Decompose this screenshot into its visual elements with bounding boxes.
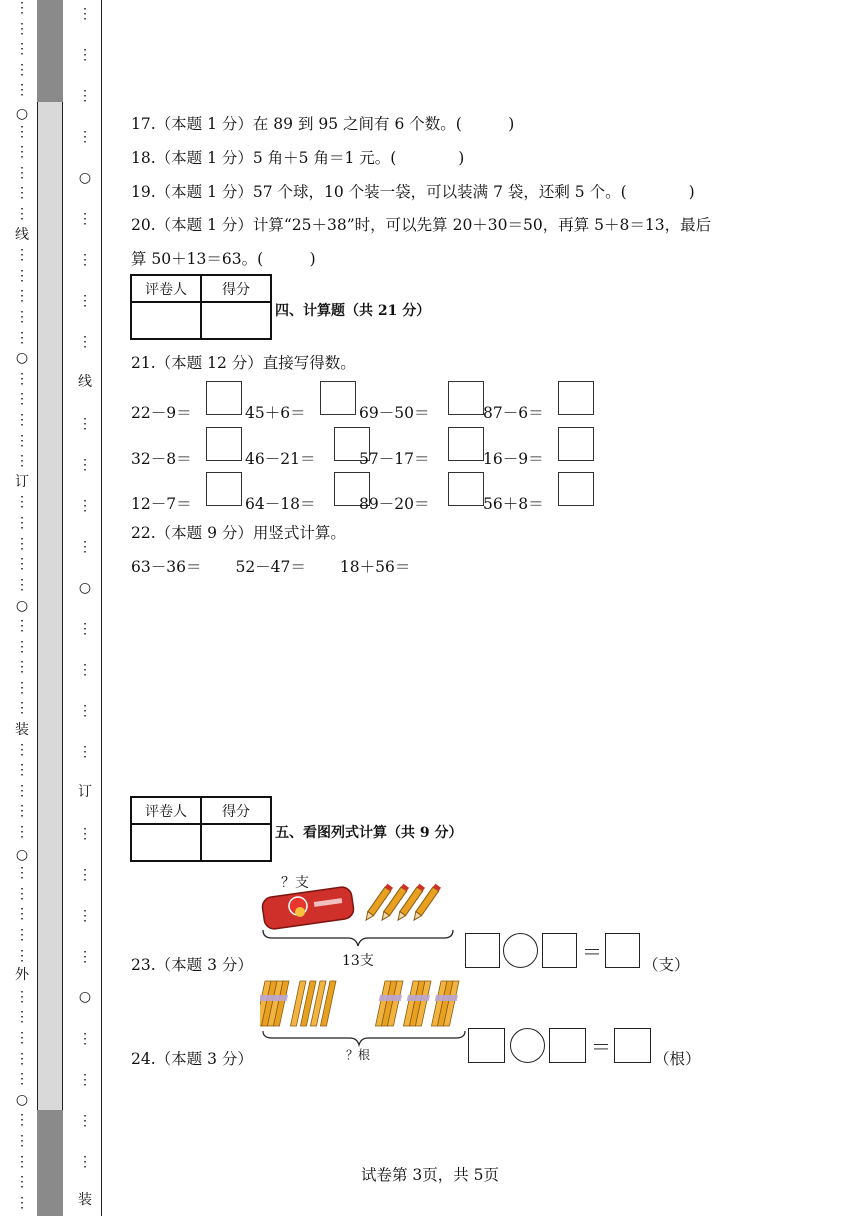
question-20-line1: 20.（本题 1 分）计算“25＋38”时，可以先算 20＋30＝50，再算 5＋8＝13，最后 — [131, 216, 712, 234]
question-23: 23.（本题 3 分） — [131, 956, 253, 974]
answer-box[interactable] — [558, 472, 594, 506]
binding-dots-icon: ⋮ — [15, 165, 29, 181]
binding-dots-icon: ⋮ — [15, 124, 29, 140]
binding-rule — [101, 0, 102, 1216]
binding-dots-icon: ⋮ — [15, 742, 29, 758]
vertical-calc-item: 52－47＝ — [235, 558, 306, 576]
binding-dots-icon: ⋮ — [15, 556, 29, 572]
binding-circle-icon: ○ — [15, 598, 29, 614]
binding-dots-icon: ⋮ — [15, 989, 29, 1005]
binding-circle-icon: ○ — [78, 170, 92, 186]
score-header: 得分 — [201, 275, 271, 302]
binding-dots-icon: ⋮ — [15, 453, 29, 469]
binding-dots-icon: ⋮ — [15, 577, 29, 593]
oral-calc-item — [359, 472, 479, 513]
binding-dots-icon: ⋮ — [15, 247, 29, 263]
score-cell[interactable] — [201, 824, 271, 861]
q23-unknown-label: ？支 — [281, 875, 309, 891]
calc-expression: 46－21＝ — [245, 450, 316, 468]
binding-dots-icon: ⋮ — [78, 47, 92, 63]
operator-circle[interactable] — [503, 933, 538, 968]
binding-dots-icon: ⋮ — [78, 1113, 92, 1129]
oral-calc-item — [483, 381, 603, 422]
binding-dots-icon: ⋮ — [78, 252, 92, 268]
binding-dots-icon: ⋮ — [78, 744, 92, 760]
binding-circle-icon: ○ — [15, 847, 29, 863]
calc-expression: 64－18＝ — [245, 495, 316, 513]
binding-dots-icon: ⋮ — [15, 0, 29, 16]
binding-dots-icon: ⋮ — [15, 268, 29, 284]
section-4-title: 四、计算题（共 21 分） — [275, 303, 431, 319]
binding-dots-icon: ⋮ — [15, 330, 29, 346]
binding-dots-icon: ⋮ — [15, 206, 29, 222]
binding-dots-icon: ⋮ — [78, 826, 92, 842]
binding-dots-icon: ⋮ — [15, 1112, 29, 1128]
oral-calc-item — [131, 381, 251, 422]
binding-dots-icon: ⋮ — [78, 416, 92, 432]
binding-circle-icon: ○ — [78, 989, 92, 1005]
pencil-icons — [363, 884, 441, 922]
binding-dots-icon: ⋮ — [15, 1051, 29, 1067]
equals-sign: ＝ — [582, 940, 602, 964]
page-footer: 试卷第 3页，共 5页 — [360, 1166, 500, 1184]
q24-total-label: ？根 — [346, 1048, 371, 1062]
score-table-section5 — [130, 796, 272, 862]
binding-dots-icon: ⋮ — [78, 867, 92, 883]
binding-dots-icon: ⋮ — [78, 908, 92, 924]
question-19: 19.（本题 1 分）57 个球，10 个装一袋，可以装满 7 袋，还剩 5 个。( ) — [131, 183, 695, 201]
answer-box[interactable] — [468, 1028, 505, 1063]
binding-circle-icon: ○ — [15, 350, 29, 366]
binding-dots-icon: ⋮ — [78, 1031, 92, 1047]
binding-dots-icon: ⋮ — [15, 309, 29, 325]
question-22: 22.（本题 9 分）用竖式计算。 — [131, 524, 346, 542]
binding-dots-icon: ⋮ — [78, 88, 92, 104]
binding-dots-icon: ⋮ — [15, 700, 29, 716]
calc-expression: 57－17＝ — [359, 450, 430, 468]
binding-dots-icon: ⋮ — [15, 886, 29, 902]
binding-label-order: 订 — [15, 474, 29, 490]
pencil-case-icon — [261, 886, 355, 930]
binding-dots-icon: ⋮ — [78, 539, 92, 555]
calc-expression: 12－7＝ — [131, 495, 192, 513]
binding-dots-icon: ⋮ — [15, 783, 29, 799]
binding-dots-icon: ⋮ — [15, 144, 29, 160]
binding-dots-icon: ⋮ — [15, 412, 29, 428]
q23-brace — [263, 930, 453, 946]
score-cell[interactable] — [201, 302, 271, 339]
single-sticks-icon — [290, 981, 336, 1026]
calc-expression: 69－50＝ — [359, 404, 430, 422]
binding-dots-icon: ⋮ — [78, 1072, 92, 1088]
question-21: 21.（本题 12 分）直接写得数。 — [131, 354, 356, 372]
binding-dots-icon: ⋮ — [78, 334, 92, 350]
binding-dots-icon: ⋮ — [15, 41, 29, 57]
outer-binding-column — [12, 0, 32, 1216]
calc-expression: 32－8＝ — [131, 450, 192, 468]
binding-dots-icon: ⋮ — [15, 494, 29, 510]
stick-bundles-icon — [373, 981, 461, 1026]
oral-calc-item — [245, 472, 365, 513]
binding-dots-icon: ⋮ — [15, 762, 29, 778]
oral-calc-item — [483, 472, 603, 513]
section-5-title: 五、看图列式计算（共 9 分） — [275, 825, 463, 841]
binding-dots-icon: ⋮ — [15, 288, 29, 304]
answer-box[interactable] — [320, 381, 356, 415]
grader-header: 评卷人 — [131, 275, 201, 302]
binding-dots-icon: ⋮ — [15, 536, 29, 552]
binding-circle-icon: ○ — [78, 580, 92, 596]
grader-header: 评卷人 — [131, 797, 201, 824]
calc-expression: 45＋6＝ — [245, 404, 306, 422]
q24-unit: （根） — [654, 1050, 701, 1068]
q24-brace — [263, 1031, 465, 1045]
oral-calc-item — [131, 427, 251, 468]
calc-expression: 22－9＝ — [131, 404, 192, 422]
answer-box[interactable] — [448, 427, 484, 461]
binding-dots-icon: ⋮ — [15, 1195, 29, 1211]
binding-dots-icon: ⋮ — [15, 21, 29, 37]
binding-label-outer: 外 — [15, 967, 29, 983]
grader-cell[interactable] — [131, 824, 201, 861]
result-box[interactable] — [605, 933, 640, 968]
answer-box[interactable] — [448, 381, 484, 415]
vertical-calc-item: 18＋56＝ — [339, 558, 411, 576]
answer-box[interactable] — [206, 381, 242, 415]
binding-dots-icon: ⋮ — [15, 803, 29, 819]
binding-dots-icon: ⋮ — [15, 62, 29, 78]
binding-dots-icon: ⋮ — [15, 433, 29, 449]
answer-box[interactable] — [549, 1028, 586, 1063]
binding-dots-icon: ⋮ — [15, 1071, 29, 1087]
binding-dots-icon: ⋮ — [78, 949, 92, 965]
binding-dots-icon: ⋮ — [15, 185, 29, 201]
q23-unit: （支） — [643, 956, 690, 974]
calc-expression: 89－20＝ — [359, 495, 430, 513]
binding-circle-icon: ○ — [15, 1092, 29, 1108]
q23-total-label: 13支 — [342, 953, 374, 969]
binding-label-bind: 装 — [78, 1192, 92, 1208]
binding-dots-icon: ⋮ — [15, 1174, 29, 1190]
binding-dots-icon: ⋮ — [78, 129, 92, 145]
binding-dots-icon: ⋮ — [78, 6, 92, 22]
binding-dots-icon: ⋮ — [15, 1154, 29, 1170]
binding-dots-icon: ⋮ — [15, 639, 29, 655]
binding-dots-icon: ⋮ — [15, 1009, 29, 1025]
binding-label-line: 线 — [15, 227, 29, 243]
binding-dots-icon: ⋮ — [15, 824, 29, 840]
binding-label-line: 线 — [78, 374, 92, 390]
vertical-calc-item: 63－36＝ — [131, 558, 202, 576]
oral-calc-item — [131, 472, 251, 513]
binding-dots-icon: ⋮ — [15, 680, 29, 696]
score-header: 得分 — [201, 797, 271, 824]
oral-calc-item — [245, 427, 365, 468]
operator-circle[interactable] — [510, 1028, 545, 1063]
binding-dots-icon: ⋮ — [15, 927, 29, 943]
oral-calc-item — [245, 381, 365, 422]
oral-calc-item — [359, 427, 479, 468]
q24-illustration — [260, 978, 475, 1048]
binding-dots-icon: ⋮ — [15, 906, 29, 922]
answer-box[interactable] — [558, 427, 594, 461]
answer-box[interactable] — [206, 427, 242, 461]
vertical-calc-items — [131, 555, 410, 577]
binding-strip-top-band — [37, 0, 63, 102]
answer-box[interactable] — [542, 933, 577, 968]
binding-dots-icon: ⋮ — [15, 371, 29, 387]
question-20-line2: 算 50＋13＝63。( ) — [131, 250, 316, 268]
binding-dots-icon: ⋮ — [78, 457, 92, 473]
binding-dots-icon: ⋮ — [15, 1133, 29, 1149]
binding-dots-icon: ⋮ — [15, 659, 29, 675]
calc-expression: 87－6＝ — [483, 404, 544, 422]
binding-dots-icon: ⋮ — [15, 618, 29, 634]
binding-strip — [37, 0, 63, 1216]
answer-box[interactable] — [448, 472, 484, 506]
oral-calc-item — [483, 427, 603, 468]
answer-box[interactable] — [558, 381, 594, 415]
calc-expression: 16－9＝ — [483, 450, 544, 468]
binding-dots-icon: ⋮ — [78, 1154, 92, 1170]
question-18: 18.（本题 1 分）5 角＋5 角＝1 元。( ) — [131, 149, 465, 167]
oral-calc-item — [359, 381, 479, 422]
binding-dots-icon: ⋮ — [78, 662, 92, 678]
binding-dots-icon: ⋮ — [78, 703, 92, 719]
equals-sign: ＝ — [591, 1035, 611, 1059]
result-box[interactable] — [614, 1028, 651, 1063]
binding-label-bind: 装 — [15, 722, 29, 738]
question-17: 17.（本题 1 分）在 89 到 95 之间有 6 个数。( ) — [131, 115, 515, 133]
binding-circle-icon: ○ — [15, 106, 29, 122]
binding-dots-icon: ⋮ — [15, 515, 29, 531]
q23-illustration — [260, 882, 470, 948]
answer-box[interactable] — [465, 933, 500, 968]
answer-box[interactable] — [206, 472, 242, 506]
binding-dots-icon: ⋮ — [15, 865, 29, 881]
binding-dots-icon: ⋮ — [78, 621, 92, 637]
binding-dots-icon: ⋮ — [15, 82, 29, 98]
stick-bundle-icon — [260, 981, 291, 1026]
binding-dots-icon: ⋮ — [78, 498, 92, 514]
binding-dots-icon: ⋮ — [15, 391, 29, 407]
score-table-section4 — [130, 274, 272, 340]
binding-dots-icon: ⋮ — [15, 1030, 29, 1046]
binding-dots-icon: ⋮ — [15, 948, 29, 964]
binding-dots-icon: ⋮ — [78, 211, 92, 227]
question-24: 24.（本题 3 分） — [131, 1050, 253, 1068]
grader-cell[interactable] — [131, 302, 201, 339]
inner-binding-column — [75, 0, 95, 1216]
binding-label-order: 订 — [78, 784, 92, 800]
calc-expression: 56＋8＝ — [483, 495, 544, 513]
binding-dots-icon: ⋮ — [78, 293, 92, 309]
